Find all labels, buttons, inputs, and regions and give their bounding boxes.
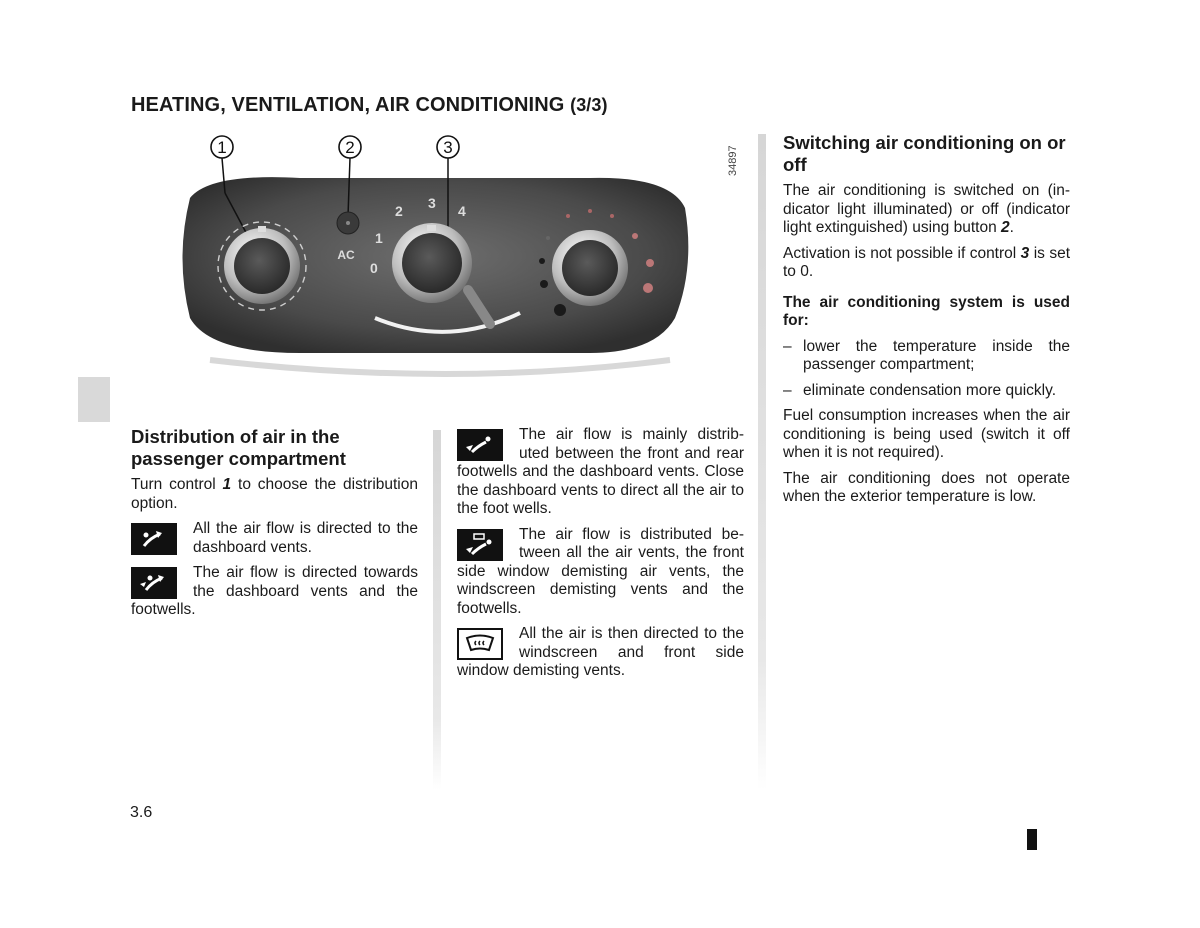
option-item: The air flow is directed towards the dashboard vents and the footwells. [131,564,418,618]
page-number: 3.6 [130,804,153,821]
paragraph: Activation is not possible if control 3 is set to 0. [783,244,1071,280]
option-item: All the air is then directed to the windscreen and front side window demisting vents. [457,625,744,679]
uses-list [783,338,1070,401]
column-divider [433,430,441,790]
svg-text:2: 2 [345,138,355,157]
distribution-options-continued [457,426,744,688]
svg-text:3: 3 [428,195,436,211]
dashboard-and-footwell-icon [131,567,177,599]
callout-1-label: 1 [217,138,227,157]
svg-text:2: 2 [395,203,403,219]
dashboard-vents-icon [131,523,177,555]
footwell-and-demist-icon [457,529,503,561]
footwell-vents-icon [457,429,503,461]
windscreen-demist-icon [457,628,503,660]
paragraph: The air conditioning is switched on (in-dicator light illuminated) or off (indicator light extinguished) using button 2. [783,182,1070,236]
svg-text:AC: AC [337,248,355,262]
distribution-section [131,426,418,627]
intro-paragraph: Turn control 1 to choose the distribution option. [131,476,418,512]
end-of-section-mark [1027,829,1037,850]
svg-text:0: 0 [370,260,378,276]
option-item: The air flow is mainly distrib-uted between the front and rear footwells and the dashboard vents. Close the dashboard vents to direct all the air to the foot wells. [457,426,744,517]
figure-reference-code: 34897 [727,145,739,176]
svg-text:1: 1 [375,230,383,246]
section-heading: Switching air conditioning on or off [783,132,1066,175]
list-item: – lower the temperature inside the passenger compartment; [783,337,1070,373]
option-item: All the air flow is directed to the dashboard vents. [131,520,418,557]
option-item: The air flow is distributed be-tween all the air vents, the front side window demisting air vents, the windscreen demisting vents and the footwells. [457,525,744,617]
page-title: HEATING, VENTILATION, AIR CONDITIONING (3/3) [131,94,608,116]
column-divider [758,134,766,790]
ac-on-off-section [783,132,1070,514]
list-item: – eliminate condensation more quickly. [783,381,1057,399]
section-tab-marker [78,377,110,422]
climate-control-panel-figure [150,128,740,388]
subheading: The air conditioning system is used for: [783,293,1070,329]
section-heading: Distribution of air in the passenger compartment [131,426,346,469]
svg-text:4: 4 [458,203,466,219]
svg-text:3: 3 [443,138,453,157]
paragraph: The air conditioning does not operate when the exterior temperature is low. [783,469,1070,505]
paragraph: Fuel consumption increases when the air conditioning is being used (switch it off when it is not required). [783,407,1070,461]
